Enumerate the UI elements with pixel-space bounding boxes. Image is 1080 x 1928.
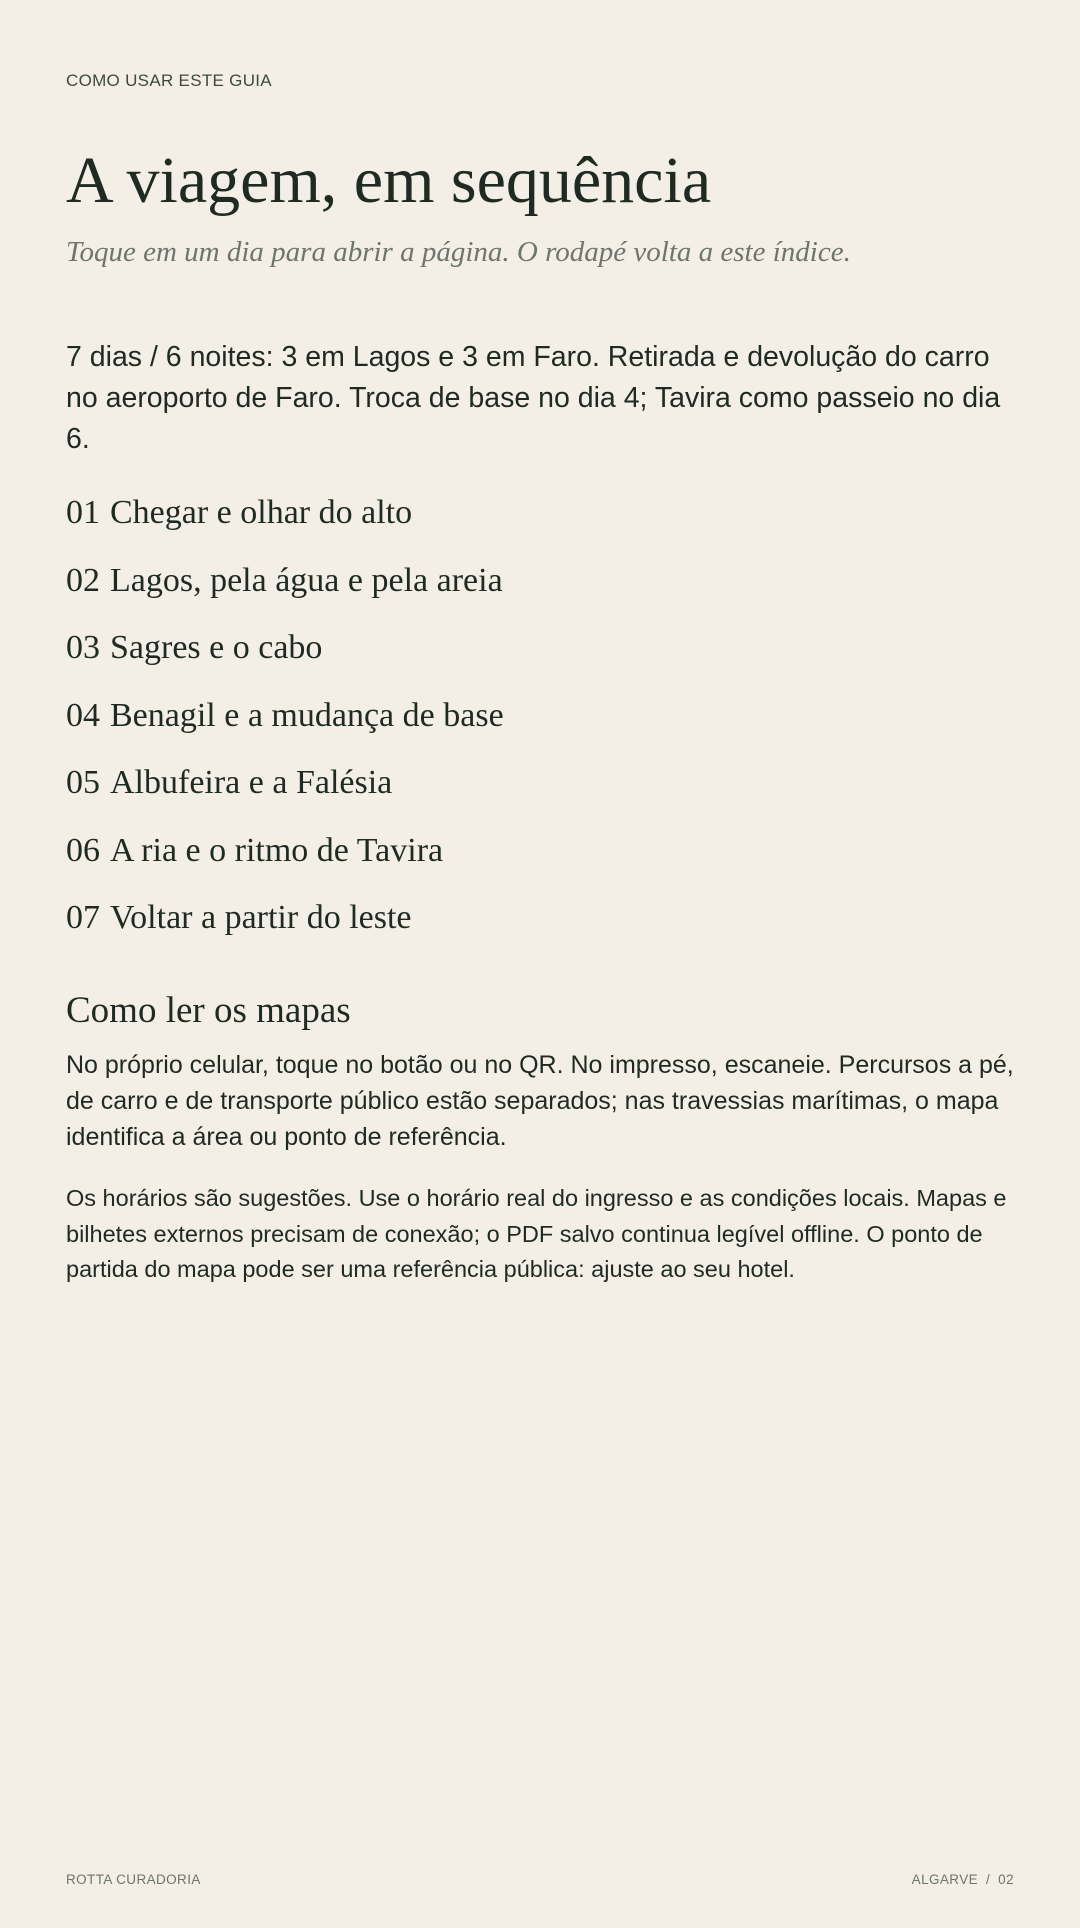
- day-link-07[interactable]: [66, 892, 504, 960]
- day-title: Lagos, pela água e pela areia: [110, 561, 503, 599]
- day-number: 01: [66, 494, 100, 531]
- day-link-03[interactable]: [66, 622, 504, 690]
- day-number: 05: [66, 764, 100, 801]
- maps-instructions-paragraph: No próprio celular, toque no botão ou no QR. No impresso, escaneie. Percursos a pé, de carro e de transporte público estão separados; nas travessias marítimas, o mapa identifica a área ou ponto de referência.: [66, 1051, 1014, 1151]
- day-title: Benagil e a mudança de base: [110, 696, 504, 734]
- page-title: A viagem, em sequência: [66, 144, 712, 217]
- day-title: Voltar a partir do leste: [110, 899, 412, 936]
- footer-page-info[interactable]: [912, 1872, 1014, 1887]
- day-number: 07: [66, 899, 100, 936]
- day-number: 03: [66, 629, 100, 666]
- day-link-05[interactable]: [66, 757, 504, 825]
- day-link-02[interactable]: [66, 555, 504, 623]
- page-subtitle: Toque em um dia para abrir a página. O rodapé volta a este índice.: [66, 236, 851, 268]
- day-number: 02: [66, 561, 100, 599]
- schedule-note-paragraph: Os horários são sugestões. Use o horário real do ingresso e as condições locais. Mapas e bilhetes externos precisam de conexão; o PDF salvo continua legível offline. O ponto de partida do mapa pode ser uma referência pública: ajuste ao seu hotel.: [66, 1185, 1007, 1282]
- section-eyebrow: COMO USAR ESTE GUIA: [66, 71, 272, 90]
- trip-summary: 7 dias / 6 noites: 3 em Lagos e 3 em Faro. Retirada e devolução do carro no aeroporto de Faro. Troca de base no dia 4; Tavira como passeio no dia 6.: [66, 341, 1001, 455]
- day-link-01[interactable]: [66, 487, 504, 555]
- guide-page: [66, 0, 1014, 1928]
- day-number: 04: [66, 696, 100, 734]
- footer-page-number: 02: [998, 1872, 1014, 1887]
- day-index-list: [66, 487, 504, 960]
- day-title: Chegar e olhar do alto: [110, 494, 413, 531]
- day-number: 06: [66, 831, 100, 869]
- footer-region: ALGARVE: [911, 1872, 979, 1887]
- maps-section-title: Como ler os mapas: [66, 990, 351, 1031]
- day-title: A ria e o ritmo de Tavira: [110, 831, 444, 869]
- day-title: Sagres e o cabo: [110, 629, 323, 666]
- day-title: Albufeira e a Falésia: [110, 764, 393, 801]
- footer-separator: /: [986, 1872, 991, 1887]
- day-link-04[interactable]: [66, 690, 504, 758]
- footer-brand: ROTTA CURADORIA: [66, 1872, 201, 1887]
- day-link-06[interactable]: [66, 825, 504, 893]
